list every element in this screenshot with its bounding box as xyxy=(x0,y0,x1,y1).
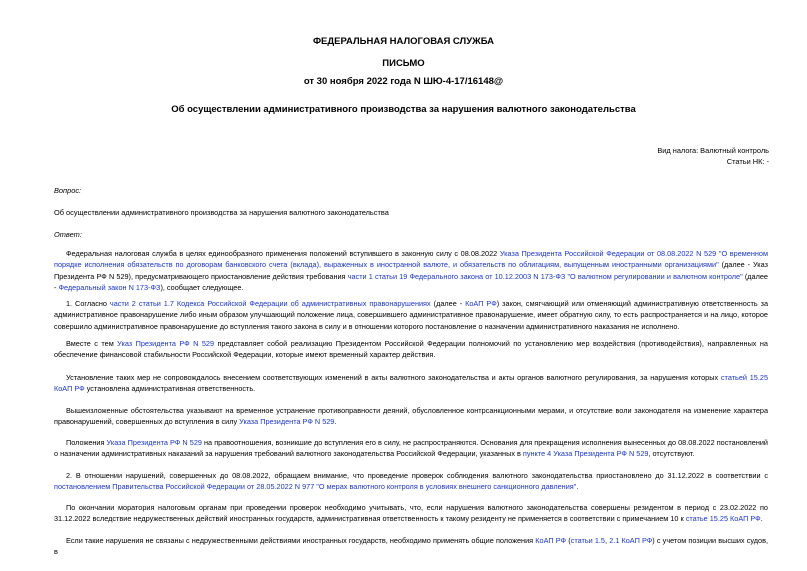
legal-reference-link[interactable]: статьей 15.25 КоАП РФ xyxy=(54,373,769,394)
legal-reference-link[interactable]: Указа Президента РФ N 529 xyxy=(239,417,335,427)
legal-reference-link[interactable]: КоАП РФ xyxy=(465,299,497,308)
document-type: ПИСЬМО xyxy=(382,58,425,69)
answer-label: Ответ: xyxy=(54,230,82,239)
legal-reference-link[interactable]: статьи 1.5 xyxy=(570,536,605,545)
paragraph-text: (далее - Указ Президента РФ N 529), предусматривающего приостановление действия требования xyxy=(54,260,768,281)
legal-reference-link[interactable]: Указ Президента РФ N 529 xyxy=(117,339,215,348)
legal-reference-link[interactable]: 2.1 КоАП РФ xyxy=(609,536,653,545)
answer-paragraph xyxy=(54,338,768,361)
legal-reference-link[interactable]: постановлением Правительства Российской Федерации от 28.05.2022 N 977 "О мерах валютного контроля в условиях внешнего санкционного давления" xyxy=(54,482,577,492)
answer-paragraph xyxy=(54,405,768,428)
question-text: Об осуществлении административного производства за нарушения валютного законодательства xyxy=(54,208,389,217)
document-date-number: от 30 ноября 2022 года N ШЮ-4-17/16148@ xyxy=(303,76,504,87)
question-label: Вопрос: xyxy=(54,186,82,195)
answer-paragraph xyxy=(54,470,768,493)
paragraph-text: (далее - xyxy=(54,271,768,292)
paragraph-text: ) с учетом позиции высших судов, в xyxy=(54,536,769,557)
paragraph-text: на правоотношения, возникшие до вступления его в силу, не распространяются. Основания для прекращения исполнения вынесенных до 08.08.2022 постановлений о назначении административных наказаний за нарушения требований валютного законодательства Российской Федерации, указанных в xyxy=(54,438,768,459)
paragraph-text: , xyxy=(605,536,610,545)
legal-reference-link[interactable]: Указа Президента Российской Федерации от 08.08.2022 N 529 "О временном порядке исполнения обязательств по договорам банковского счета (вклада), выраженных в иностранной валюте, и обязательств по облигациям, выпущенным иностранными организациями" xyxy=(54,249,768,270)
paragraph-text: Если такие нарушения не связаны с недружественными действиями иностранных государств, необходимо применять общие положения xyxy=(66,536,536,545)
paragraph-text: ) закон, смягчающий или отменяющий административную ответственность за административное правонарушение либо иным образом улучшающий положение лица, совершившего административное правонарушение, имеет обратную силу, то есть распространяется и на лицо, которое совершило административное правонарушение до вступления такого закона в силу и в отношении которого постановление о назначении административного наказания не исполнено. xyxy=(54,299,769,331)
paragraph-text: Вышеизложенные обстоятельства указывают на временное устранение противоправности деяний, обусловленное контрсанкционными мерами, и отсутствие воли законодателя на изменение характера правонарушений, совершенных до вступления в силу xyxy=(54,406,768,427)
paragraph-text: По окончании моратория налоговым органам при проведении проверок необходимо учитывать, что, если нарушения валютного законодательства совершены резидентом в период с 23.02.2022 по 31.12.2022 вследствие недружественных действий иностранных государств, административная ответственность к такому резиденту не применяется в соответствии с примечанием 10 к xyxy=(54,503,768,524)
tax-code-articles: Статьи НК: - xyxy=(726,157,769,166)
paragraph-text: 2. В отношении нарушений, совершенных до 08.08.2022, обращаем внимание, что проведение проверок соблюдения валютного законодательства приостановлено до 31.12.2022 в соответствии с xyxy=(66,471,768,480)
legal-reference-link[interactable]: КоАП РФ xyxy=(535,536,567,545)
paragraph-text: (далее - xyxy=(430,299,466,308)
legal-reference-link[interactable]: пункте 4 Указа Президента РФ N 529 xyxy=(522,449,649,459)
paragraph-text: ( xyxy=(566,536,571,545)
paragraph-text: установлена административная ответственность. xyxy=(84,384,256,394)
answer-paragraph xyxy=(54,535,768,558)
answer-paragraph xyxy=(54,298,768,332)
document-title: Об осуществлении административного производства за нарушения валютного законодательства xyxy=(171,104,636,115)
agency-name: ФЕДЕРАЛЬНАЯ НАЛОГОВАЯ СЛУЖБА xyxy=(312,36,495,47)
legal-reference-link[interactable]: Указа Президента РФ N 529 xyxy=(106,438,202,447)
legal-reference-link[interactable]: части 2 статьи 1.7 Кодекса Российской Федерации об административных правонарушениях xyxy=(109,299,431,308)
paragraph-text: Вместе с тем xyxy=(66,339,118,348)
legal-reference-link[interactable]: части 1 статьи 19 Федерального закона от 10.12.2003 N 173-ФЗ "О валютном регулировании и валютном контроле" xyxy=(347,271,743,281)
answer-paragraph xyxy=(54,372,768,395)
paragraph-text: Федеральная налоговая служба в целях единообразного применения положений вступившего в законную силу с 08.08.2022 xyxy=(66,249,500,258)
paragraph-text: . xyxy=(576,482,579,492)
paragraph-text: ), сообщает следующее. xyxy=(160,282,244,292)
paragraph-text: . xyxy=(760,514,763,524)
paragraph-text: Положения xyxy=(66,438,107,447)
legal-reference-link[interactable]: статье 15.25 КоАП РФ xyxy=(685,514,761,524)
answer-paragraph xyxy=(54,248,768,293)
paragraph-text: представляет собой реализацию Президентом Российской Федерации полномочий по установлению мер воздействия (противодействия), направленных на обеспечение финансовой стабильности Российской Федерации, которые имеют временный характер действия. xyxy=(54,339,768,360)
tax-type: Вид налога: Валютный контроль xyxy=(657,146,769,155)
legal-reference-link[interactable]: Федеральный закон N 173-ФЗ xyxy=(58,282,161,292)
paragraph-text: Установление таких мер не сопровождалось внесением соответствующих изменений в акты валютного законодательства и акты органов валютного регулирования, за нарушения которых xyxy=(66,373,721,382)
answer-paragraph xyxy=(54,502,768,525)
paragraph-text: , отсутствуют. xyxy=(648,449,695,459)
paragraph-text: 1. Согласно xyxy=(66,299,110,308)
answer-paragraph xyxy=(54,437,768,460)
paragraph-text: . xyxy=(334,417,337,427)
